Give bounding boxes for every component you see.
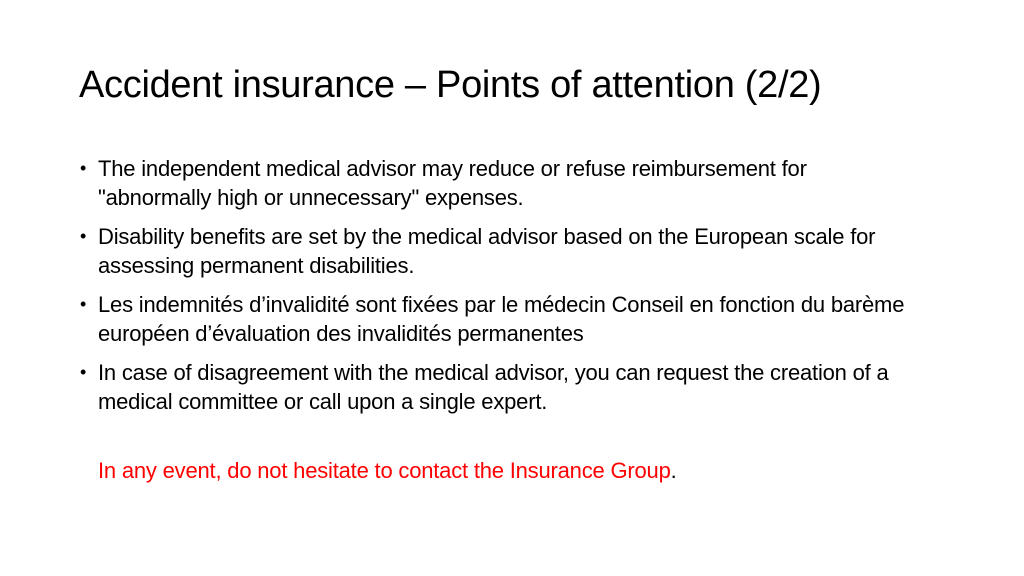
bullet-item	[80, 222, 910, 280]
bullet-item	[80, 154, 910, 212]
bullet-icon: •	[80, 362, 87, 382]
slide-title: Accident insurance – Points of attention (2/2)	[79, 64, 822, 106]
bullet-text: The independent medical advisor may reduce or refuse reimbursement for "abnormally high or unnecessary" expenses.	[98, 156, 807, 210]
bullet-list	[80, 154, 910, 426]
bullet-text: Les indemnités d’invalidité sont fixées par le médecin Conseil en fonction du barème européen d’évaluation des invalidités permanentes	[98, 292, 905, 346]
contact-note-period: .	[670, 458, 677, 483]
bullet-item	[80, 358, 910, 416]
bullet-icon: •	[80, 294, 87, 314]
bullet-icon: •	[80, 158, 87, 178]
bullet-text: In case of disagreement with the medical advisor, you can request the creation of a medical committee or call upon a single expert.	[98, 360, 889, 414]
contact-note	[98, 455, 677, 487]
bullet-item	[80, 290, 910, 348]
bullet-icon: •	[80, 226, 87, 246]
bullet-text: Disability benefits are set by the medical advisor based on the European scale for assessing permanent disabilities.	[98, 224, 876, 278]
contact-note-text: In any event, do not hesitate to contact the Insurance Group	[98, 458, 671, 483]
